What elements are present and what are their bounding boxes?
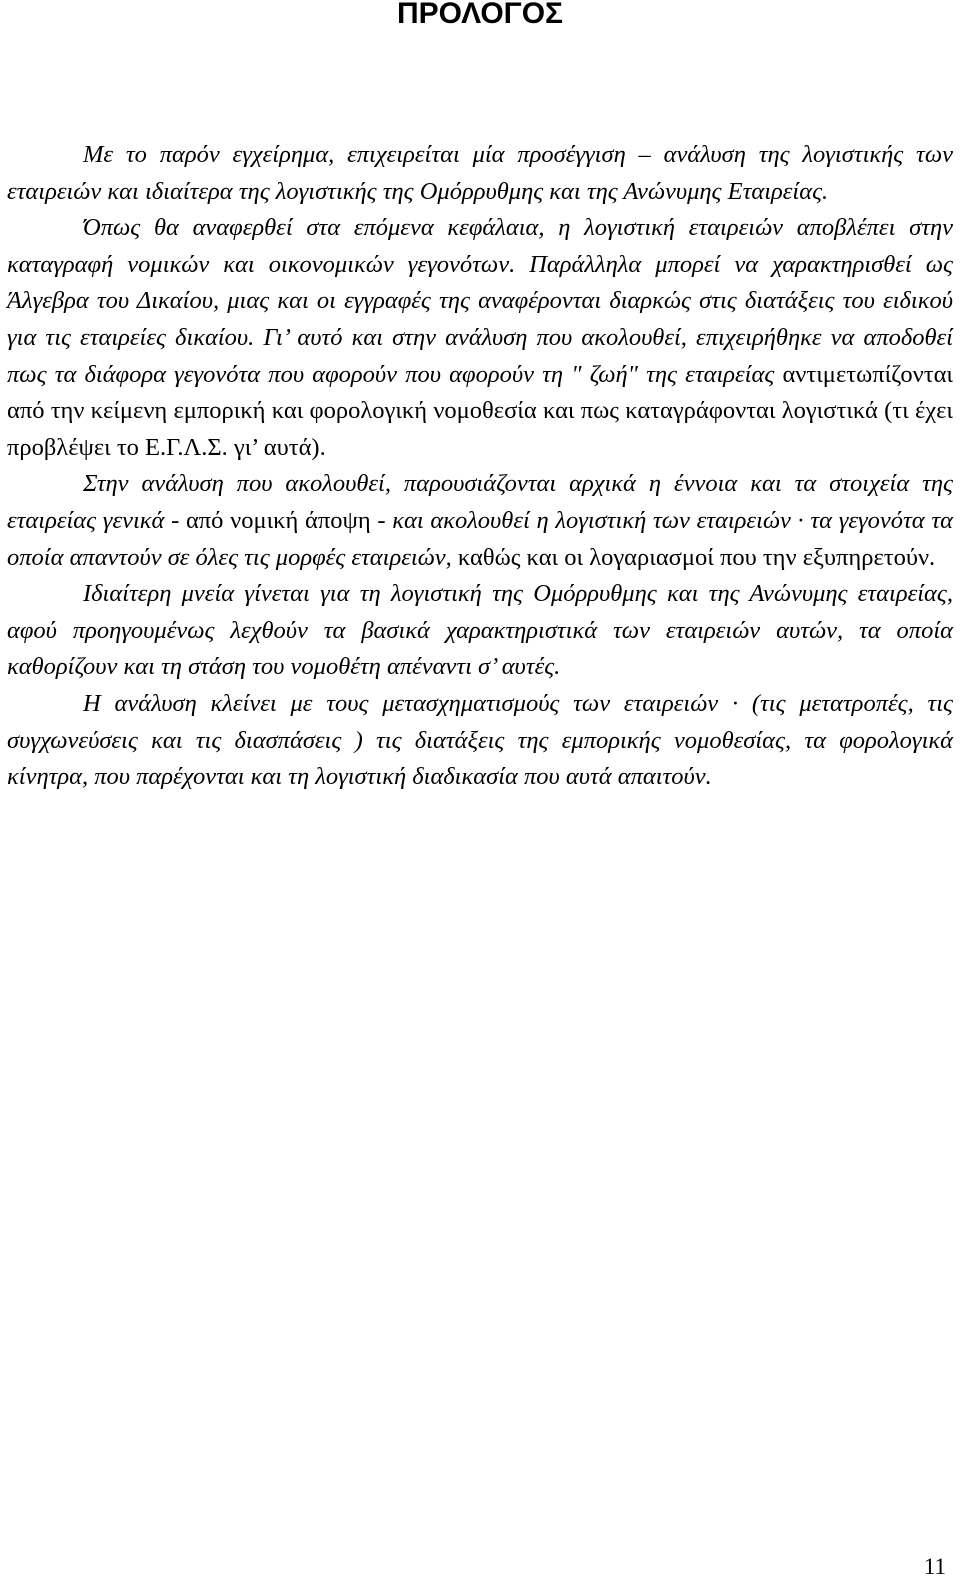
paragraph-text: καθώς και οι λογαριασμοί που την εξυπηρετούν. xyxy=(451,543,936,571)
paragraph-1 xyxy=(7,137,953,210)
paragraph-text: Όπως θα αναφερθεί στα επόμενα κεφάλαια, η λογιστική εταιρειών αποβλέπει στην καταγραφή νομικών και οικονομικών γεγονότων. Παράλληλα μπορεί να χαρακτηρισθεί ως Άλγεβρα του Δικαίου, μιας και οι εγγραφές της αναφέρονται διαρκώς στις διατάξεις του ειδικού για τις εταιρείες δικαίου. Γι’ αυτό και στην ανάλυση που ακολουθεί, επιχειρήθηκε να αποδοθεί πως τα διάφορα γεγονότα που αφορούν που αφορούν τη " ζωή" της εταιρείας xyxy=(7,214,953,388)
paragraph-3 xyxy=(7,466,953,576)
page-number: 11 xyxy=(923,1554,946,1579)
paragraph-text: Η ανάλυση κλείνει με τους μετασχηματισμούς των εταιρειών · (τις μετατροπές, τις συγχωνεύσεις και τις διασπάσεις ) τις διατάξεις της εμπορικής νομοθεσίας, τα φορολογικά κίνητρα, που παρέχονται και τη λογιστική διαδικασία που αυτά απαιτούν. xyxy=(7,689,953,791)
paragraph-text: - από νομική άποψη - xyxy=(164,506,393,534)
paragraph-text: και ακολουθεί η λογιστική των εταιρειών · τα γεγονότα τα οποία απαντούν σε όλες τις μορφές εταιρειών, xyxy=(7,506,953,571)
page-title: ΠΡΟΛΟΓΟΣ xyxy=(396,0,564,30)
paragraph-text: Στην ανάλυση που ακολουθεί, παρουσιάζονται αρχικά η έννοια και τα στοιχεία της εταιρείας γενικά xyxy=(7,470,953,534)
paragraph-text: Ιδιαίτερη μνεία γίνεται για τη λογιστική της Ομόρρυθμης και της Ανώνυμης εταιρείας, αφού προηγουμένως λεχθούν τα βασικά χαρακτηριστικά των εταιρειών αυτών, τα οποία καθορίζουν και τη στάση του νομοθέτη απέναντι σ’ αυτές. xyxy=(7,580,953,681)
paragraph-text: αντιμετωπίζονται από την κείμενη εμπορική και φορολογική νομοθεσία και πως καταγράφονται λογιστικά (τι έχει προβλέψει το Ε.Γ.Λ.Σ. γι’ αυτά). xyxy=(7,360,954,461)
paragraph-4 xyxy=(7,576,953,686)
preface-body xyxy=(7,137,953,796)
paragraph-text: Με το παρόν εγχείρημα, επιχειρείται μία προσέγγιση – ανάλυση της λογιστικής των εταιρειών και ιδιαίτερα της λογιστικής της Ομόρρυθμης και της Ανώνυμης Εταιρείας. xyxy=(7,141,953,205)
paragraph-2 xyxy=(7,210,953,466)
paragraph-5 xyxy=(7,686,953,796)
